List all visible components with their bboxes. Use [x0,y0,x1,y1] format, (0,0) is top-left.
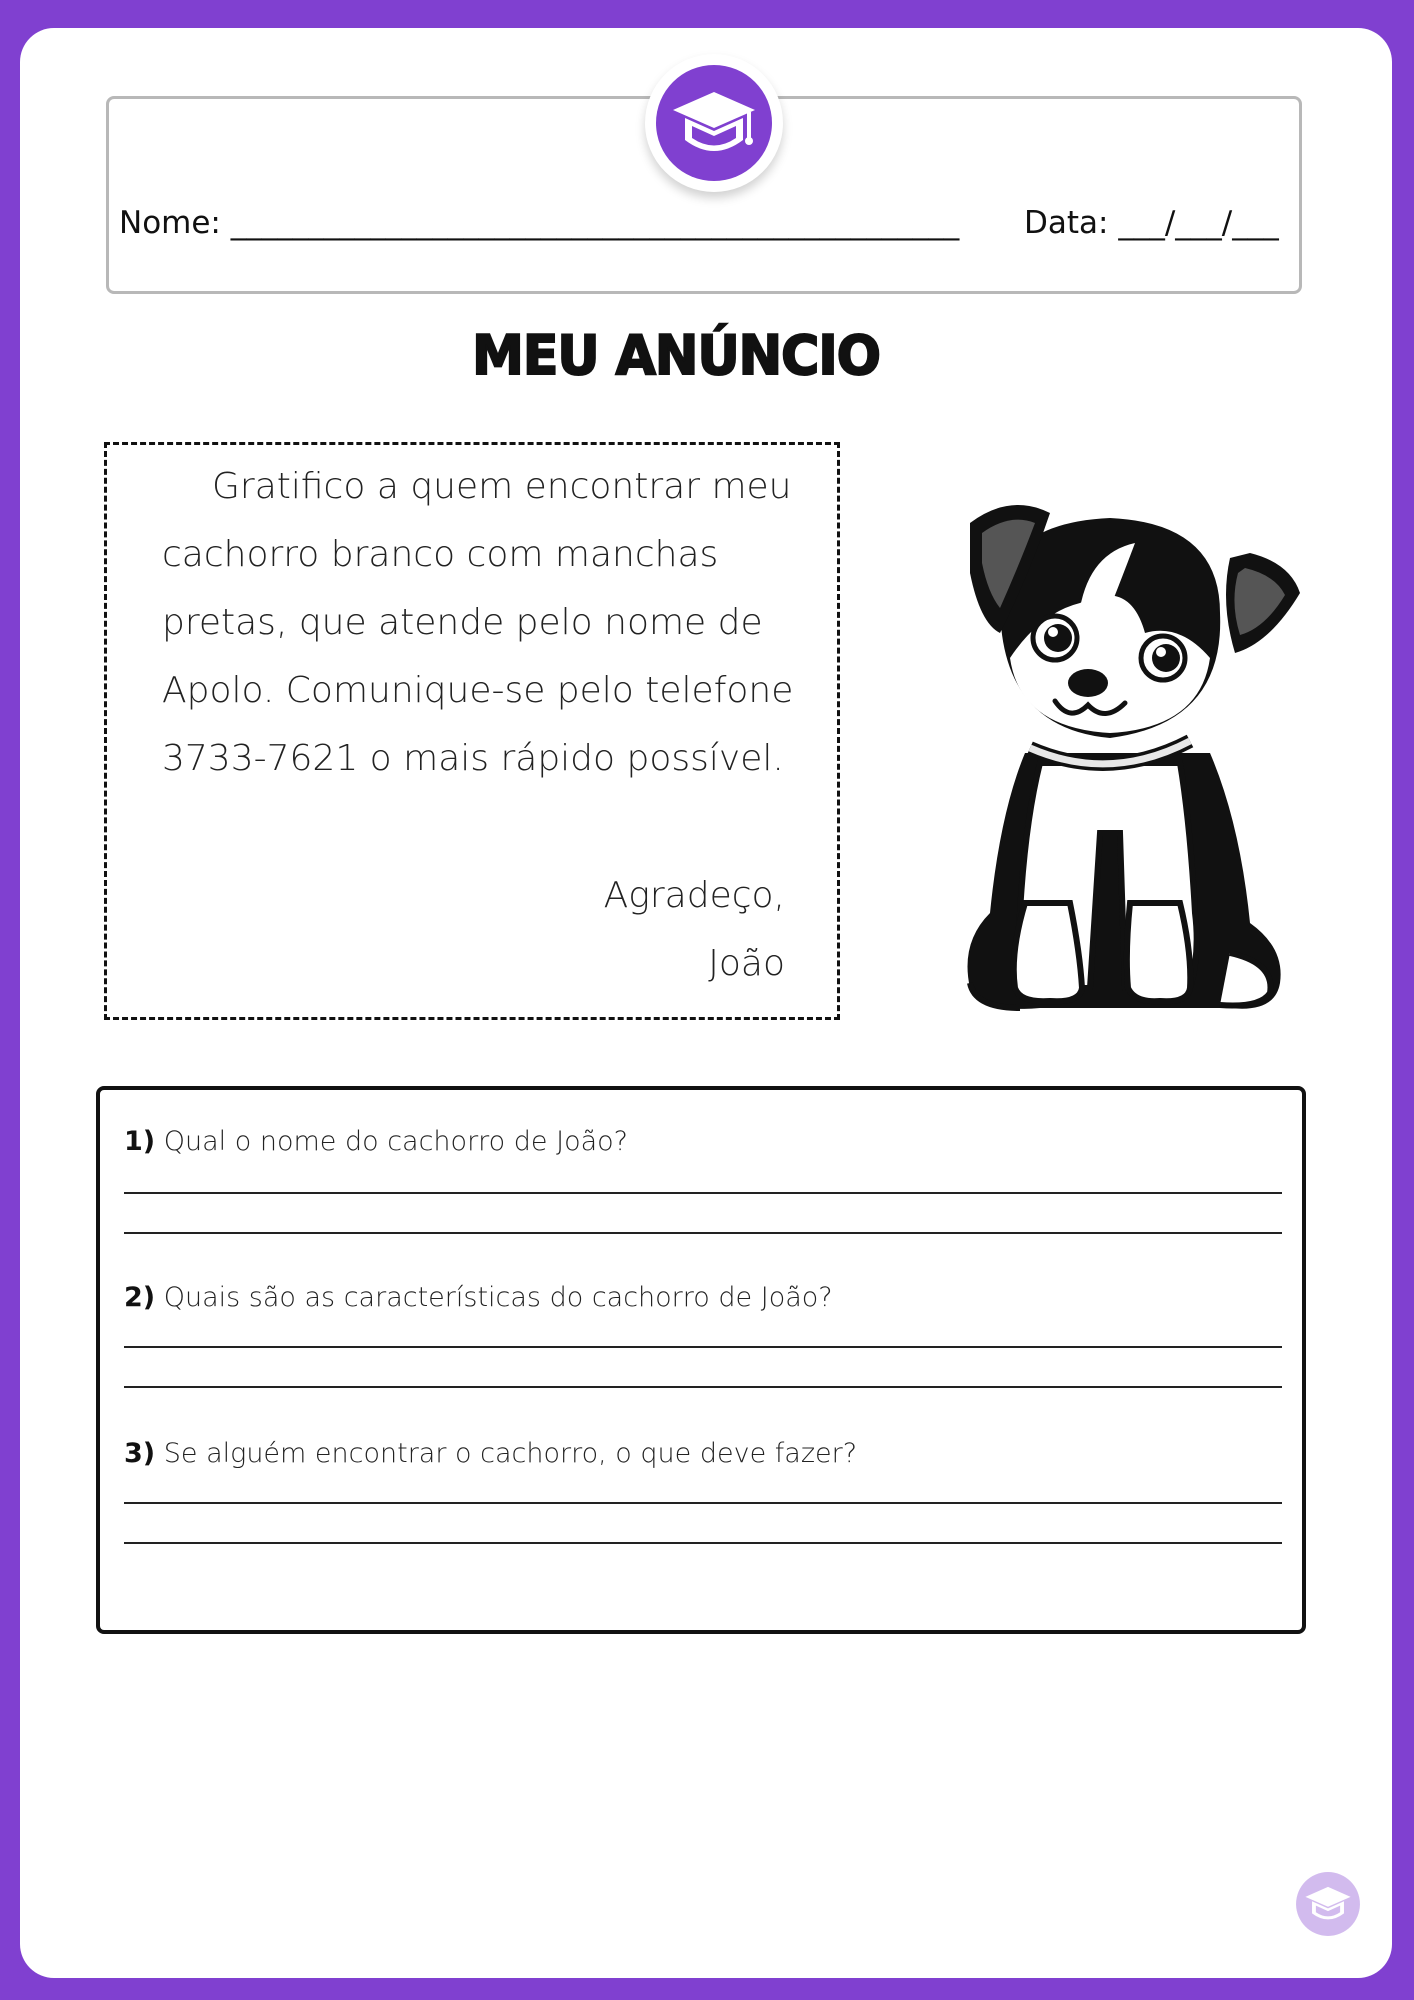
ad-line: 3733-7621 o mais rápido possível. [162,738,784,779]
ad-closing: Agradeço, [603,875,785,916]
question-3: 3) Se alguém encontrar o cachorro, o que deve fazer? [124,1438,858,1469]
worksheet-page [20,28,1392,1978]
answer-line[interactable] [124,1192,1282,1194]
questions-box [96,1086,1306,1634]
question-2: 2) Quais são as características do cachorro de João? [124,1282,833,1313]
dog-illustration [930,483,1310,1043]
graduation-cap-icon [645,54,783,192]
ad-signature: João [708,943,785,984]
date-field[interactable]: Data: ___/___/___ [1024,205,1279,241]
answer-line[interactable] [124,1386,1282,1388]
advertisement-text [162,453,802,793]
ad-line: cachorro branco com manchas [162,534,719,575]
advertisement-box [104,442,840,1020]
answer-line[interactable] [124,1232,1282,1234]
question-1: 1) Qual o nome do cachorro de João? [124,1126,628,1157]
page-title: MEU ANÚNCIO [472,324,880,388]
answer-line[interactable] [124,1346,1282,1348]
ad-line: Apolo. Comunique-se pelo telefone [162,670,794,711]
ad-line: pretas, que atende pelo nome de [162,602,763,643]
name-field[interactable]: Nome: _______________________________________________ [119,205,960,241]
graduation-cap-icon [1290,1866,1366,1942]
ad-line: Gratifico a quem encontrar meu [212,466,792,507]
answer-line[interactable] [124,1502,1282,1504]
answer-line[interactable] [124,1542,1282,1544]
